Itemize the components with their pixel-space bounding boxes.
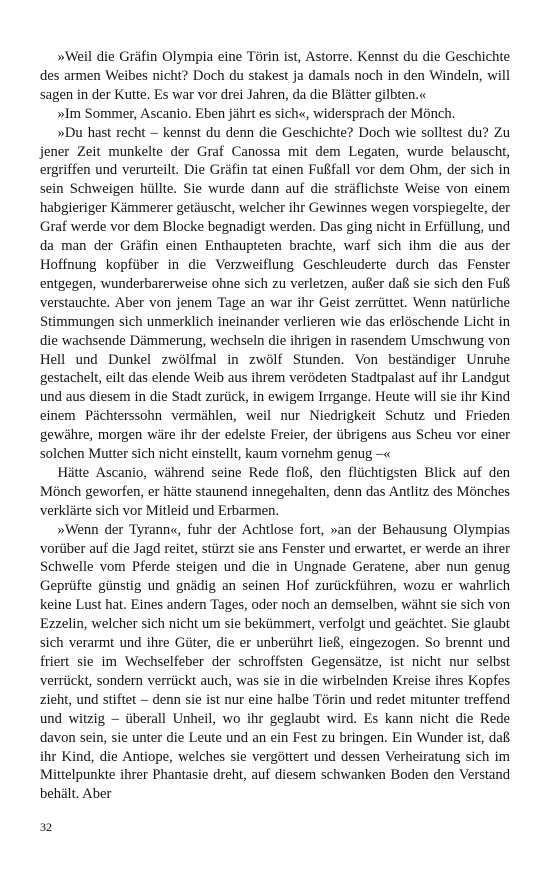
paragraph-1: »Weil die Gräfin Olympia eine Törin ist, Astorre. Kennst du die Geschichte des armen Weibes nicht? Doch du stakest ja damals noch in den Windeln, will sagen in der Kutte. Es war vor drei Jahren, da die Blätter gilbten.« <box>40 49 510 103</box>
page-number: 32 <box>40 820 52 834</box>
paragraph-2: »Im Sommer, Ascanio. Eben jährt es sich«, widersprach der Mönch. <box>57 105 456 122</box>
page-text-block <box>40 48 510 804</box>
paragraph-3: »Du hast recht – kennst du denn die Geschichte? Doch wie solltest du? Zu jener Zeit munkelte der Graf Canossa mit dem Legaten, wurde belauscht, ergriffen und verurteilt. Die Gräfin tat einen Fußfall vor dem Ohm, der sich in sein Schweigen hüllte. Sie wurde dann auf die sträflichste Weise von einem habgieriger Kämmerer getäuscht, welcher ihr Gewinnes wegen vorspiegelte, der Graf werde vor dem Blocke begnadigt werden. Das ging nicht in Erfüllung, und da man der Gräfin einen Enthaupteten brachte, warf sich ihm die aus der Hoffnung kopfüber in die Verzweiflung Geschleuderte durch das Fenster entgegen, wunderbarerweise ohne sich zu verletzen, außer daß sie sich den Fuß verstauchte. Aber von jenem Tage an war ihr Geist zerrüttet. Wenn natürliche Stimmungen sich unmerklich ineinander verlieren wie das erlöschende Licht in die wachsende Dämmerung, wechseln die ihrigen in rasendem Umschwung von Hell und Dunkel zwölfmal in zwölf Stunden. Von beständiger Unruhe gestachelt, eilt das elende Weib aus ihrem verödeten Stadtpalast auf ihr Landgut und aus diesem in die Stadt zurück, in ewigem Irrgange. Heute will sie ihr Kind einem Pächterssohn vermählen, weil nur Niedrigkeit Schutz und Frieden gewähre, morgen wäre ihr der edelste Freier, der übrigens aus Scheu vor einer solchen Mutter sich nicht einstellt, kaum vornehm genug –« <box>40 124 510 463</box>
paragraph-5: »Wenn der Tyrann«, fuhr der Achtlose fort, »an der Behausung Olympias vorüber auf die Jagd reitet, stürzt sie ans Fenster und erwartet, er werde an ihrer Schwelle vom Pferde steigen und die in Ungnade Geratene, aber nun genug Geprüfte günstig und gnädig an seinen Hof zurückführen, wozu er wahrlich keine Lust hat. Eines andern Tages, oder noch an demselben, wähnt sie sich von Ezzelin, welcher sich nicht um sie bekümmert, verfolgt und geächtet. Sie glaubt sich verarmt und ihre Güter, die er unberührt ließ, eingezogen. So brennt und friert sie im Wechselfeber der schroffsten Gegensätze, ist nicht nur selbst verrückt, sondern verrückt auch, was sie in die wirbelnden Kreise ihres Kopfes zieht, und stiftet – denn sie ist nur eine halbe Törin und redet mitunter treffend und witzig – überall Unheil, wo ihr geglaubt wird. Es kann nicht die Rede davon sein, sie unter die Leute und an ein Fest zu bringen. Ein Wunder ist, daß ihr Kind, die Antiope, welches sie vergöttert und dessen Verheiratung sich im Mittelpunkte ihrer Phantasie dreht, auf diesem schwanken Boden den Verstand behält. Aber <box>40 521 510 803</box>
paragraph-4: Hätte Ascanio, während seine Rede floß, den flüchtigsten Blick auf den Mönch geworfen, er hätte staunend innegehalten, denn das Antlitz des Mönches verklärte sich vor Mitleid und Erbarmen. <box>40 464 510 519</box>
